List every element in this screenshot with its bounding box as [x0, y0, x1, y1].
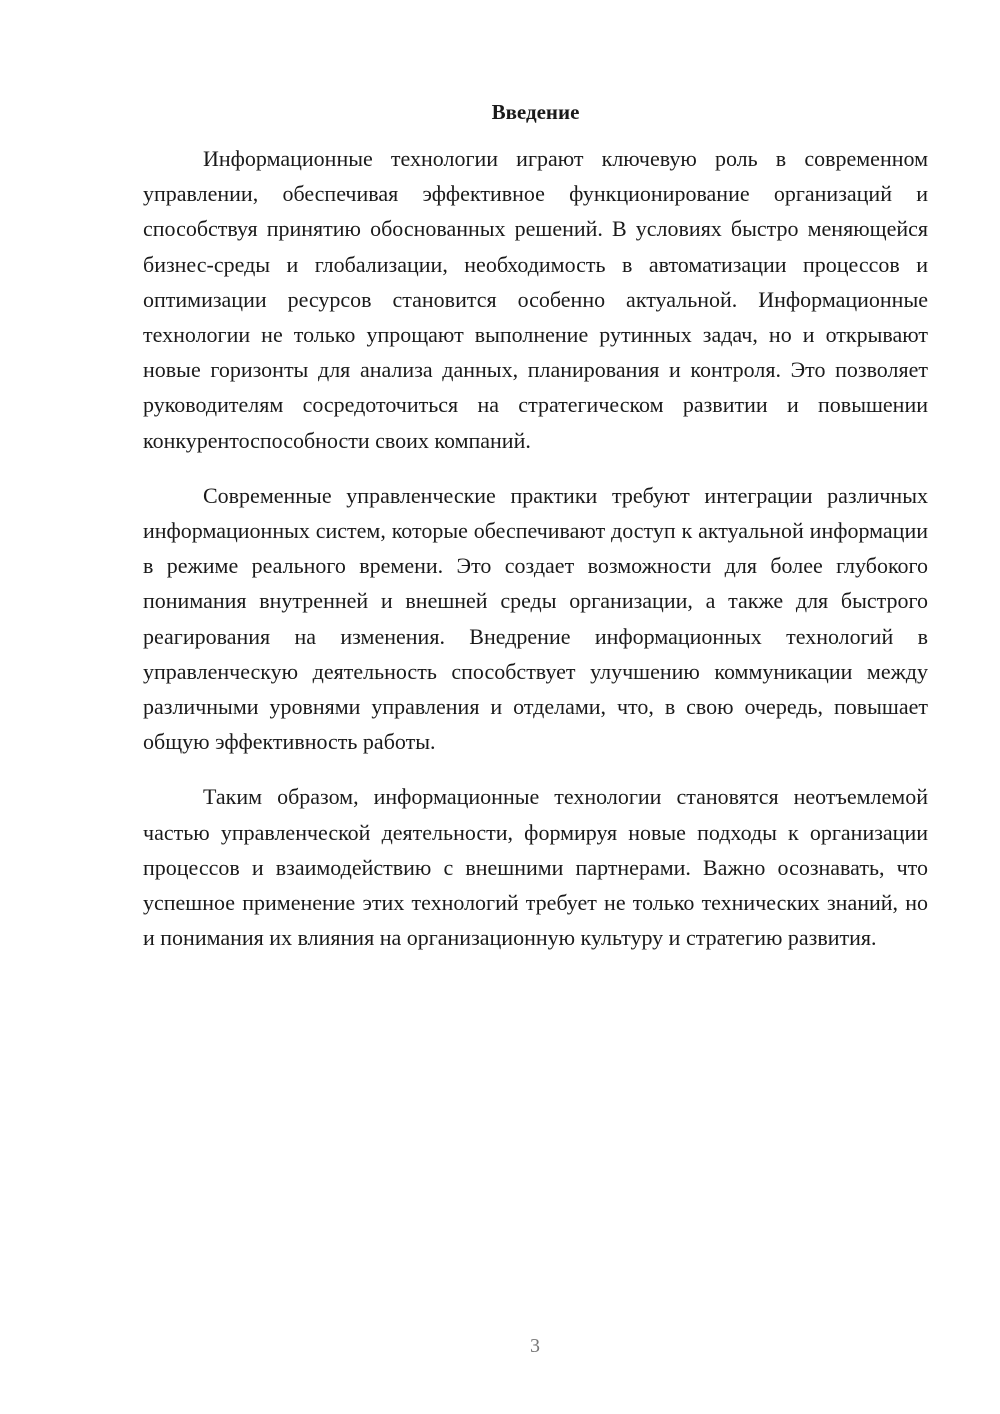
page-number: 3: [530, 1335, 540, 1357]
document-body: [143, 141, 928, 975]
paragraph-3: Таким образом, информационные технологии становятся неотъемлемой частью управленческой деятельности, формируя новые подходы к организации процессов и взаимодействию с внешними партнерами. Важно осознавать, что успешное применение этих технологий требует не только технических знаний, но и понимания их влияния на организационную культуру и стратегию развития.: [143, 784, 928, 951]
paragraph-2: Современные управленческие практики требуют интеграции различных информационных систем, которые обеспечивают доступ к актуальной информации в режиме реального времени. Это создает возможности для более глубокого понимания внутренней и внешней среды организации, а также для быстрого реагирования на изменения. Внедрение информационных технологий в управленческую деятельность способствует улучшению коммуникации между различными уровнями управления и отделами, что, в свою очередь, повышает общую эффективность работы.: [143, 482, 928, 755]
paragraph-1: Информационные технологии играют ключевую роль в современном управлении, обеспечивая эффективное функционирование организаций и способствуя принятию обоснованных решений. В условиях быстро меняющейся бизнес-среды и глобализации, необходимость в автоматизации процессов и оптимизации ресурсов становится особенно актуальной. Информационные технологии не только упрощают выполнение рутинных задач, но и открывают новые горизонты для анализа данных, планирования и контроля. Это позволяет руководителям сосредоточиться на стратегическом развитии и повышении конкурентоспособности своих компаний.: [143, 146, 928, 453]
section-heading: Введение: [491, 100, 580, 124]
